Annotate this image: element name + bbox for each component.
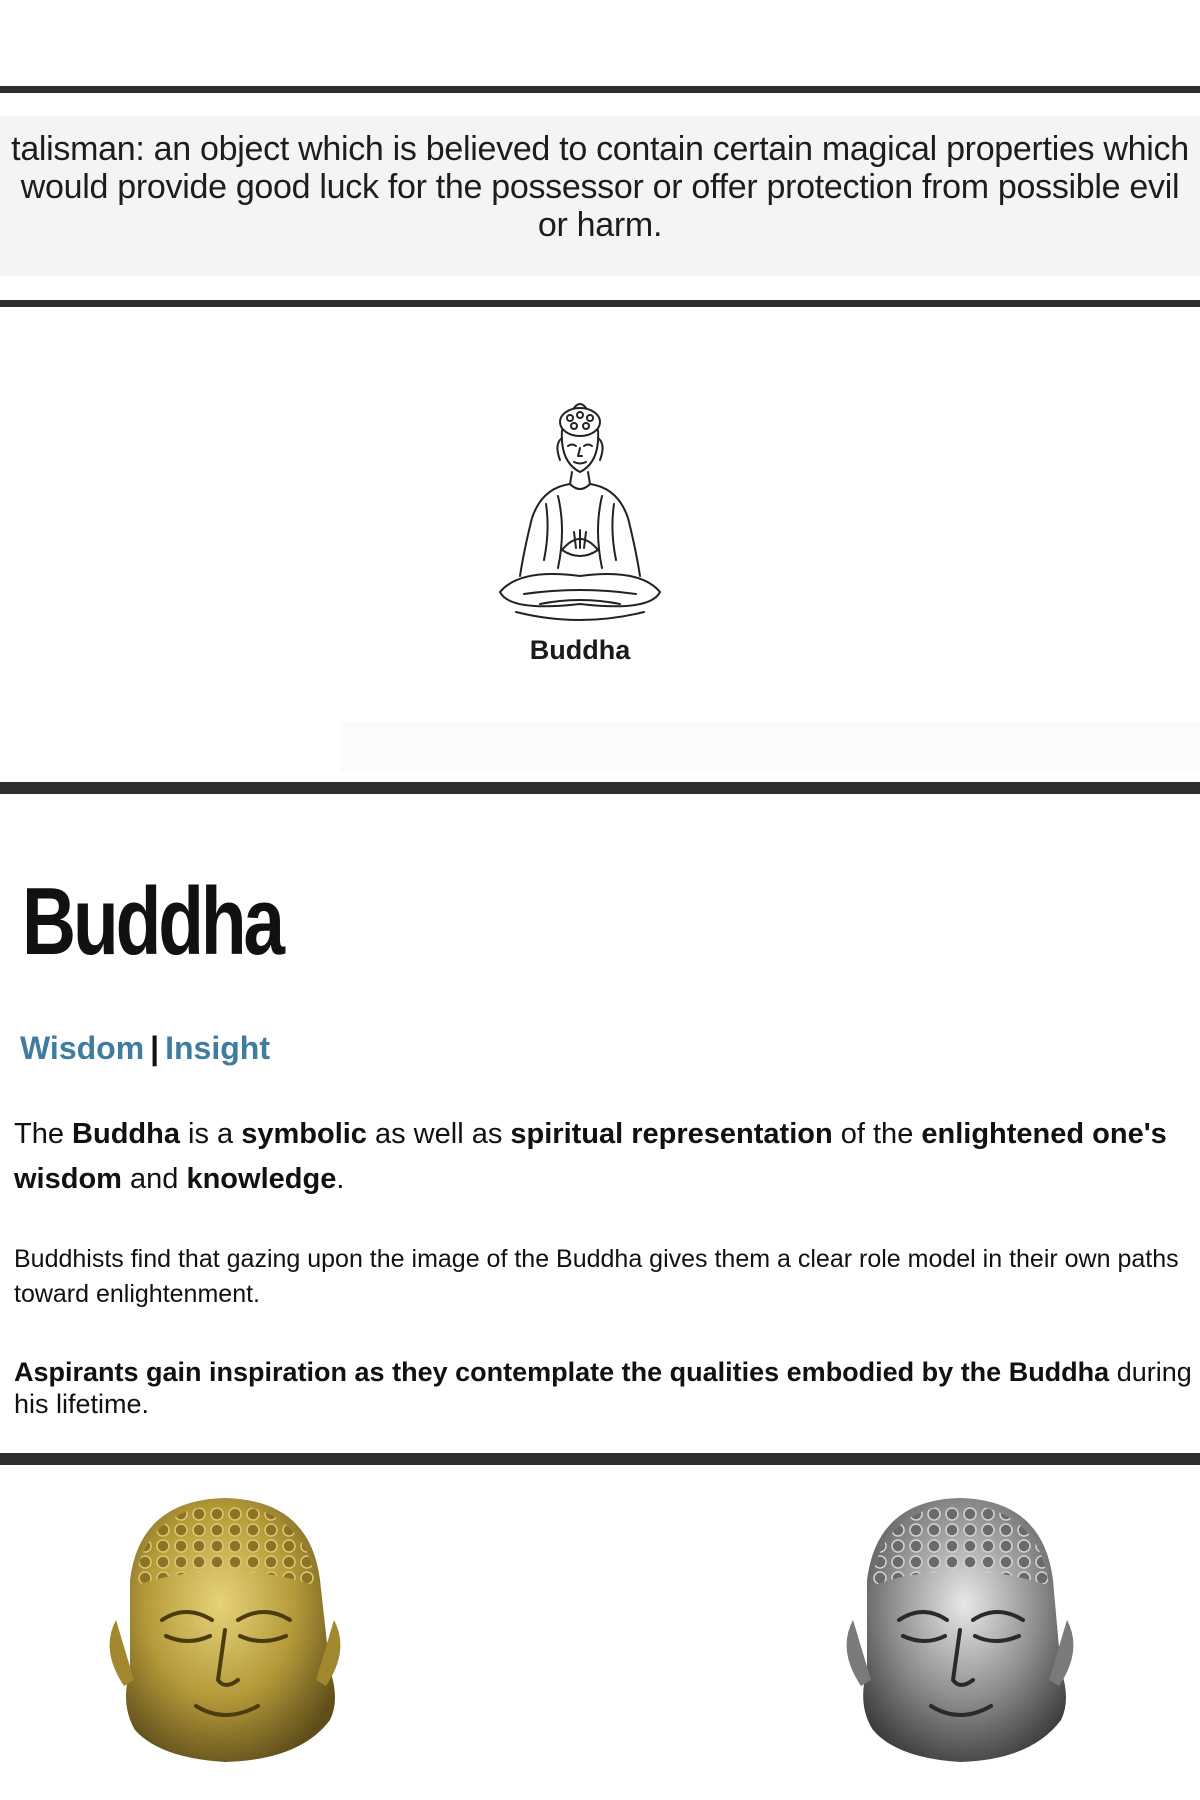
gold-buddha-head-charm-icon <box>100 1490 350 1770</box>
faint-background-band <box>340 722 1200 772</box>
text-run: during his lifetime. <box>14 1357 1192 1419</box>
text-run: and <box>121 1163 187 1195</box>
text-run: is a <box>179 1118 242 1150</box>
keyword-wisdom: Wisdom <box>20 1030 145 1066</box>
text-run: The <box>14 1118 73 1150</box>
bold-run: enlightened one's wisdom <box>14 1118 1167 1195</box>
bold-run: symbolic <box>241 1118 367 1150</box>
role-model-paragraph: Buddhists find that gazing upon the image of the Buddha gives them a clear role model in their own paths toward enlightenment. <box>14 1245 1179 1308</box>
keyword-insight: Insight <box>165 1030 270 1066</box>
bold-run: knowledge <box>186 1163 337 1195</box>
divider-under-definition <box>0 300 1200 307</box>
section-title: Buddha <box>22 868 282 975</box>
bold-run: spiritual representation <box>510 1118 833 1150</box>
definition-text: talisman: an object which is believed to contain certain magical properties which would provide good luck for the possessor or offer protection from possible evil or harm. <box>11 130 1189 244</box>
bold-run: Buddha <box>72 1118 180 1150</box>
text-run: . <box>336 1163 345 1195</box>
buddha-line-illustration-icon <box>480 400 680 640</box>
illustration-caption: Buddha <box>529 635 631 665</box>
silver-buddha-head-charm-icon <box>835 1490 1085 1770</box>
keywords-line <box>20 1030 270 1067</box>
keyword-separator: | <box>150 1030 160 1066</box>
inspiration-paragraph <box>14 1356 1200 1420</box>
divider-top <box>0 86 1200 93</box>
definition-box <box>0 116 1200 276</box>
divider-above-section <box>0 782 1200 794</box>
bold-run: Aspirants gain inspiration as they contemplate the qualities embodied by the Buddha <box>14 1357 1110 1387</box>
description-paragraph <box>14 1112 1200 1202</box>
text-run: of the <box>832 1118 922 1150</box>
divider-above-charms <box>0 1453 1200 1465</box>
text-run: as well as <box>366 1118 511 1150</box>
